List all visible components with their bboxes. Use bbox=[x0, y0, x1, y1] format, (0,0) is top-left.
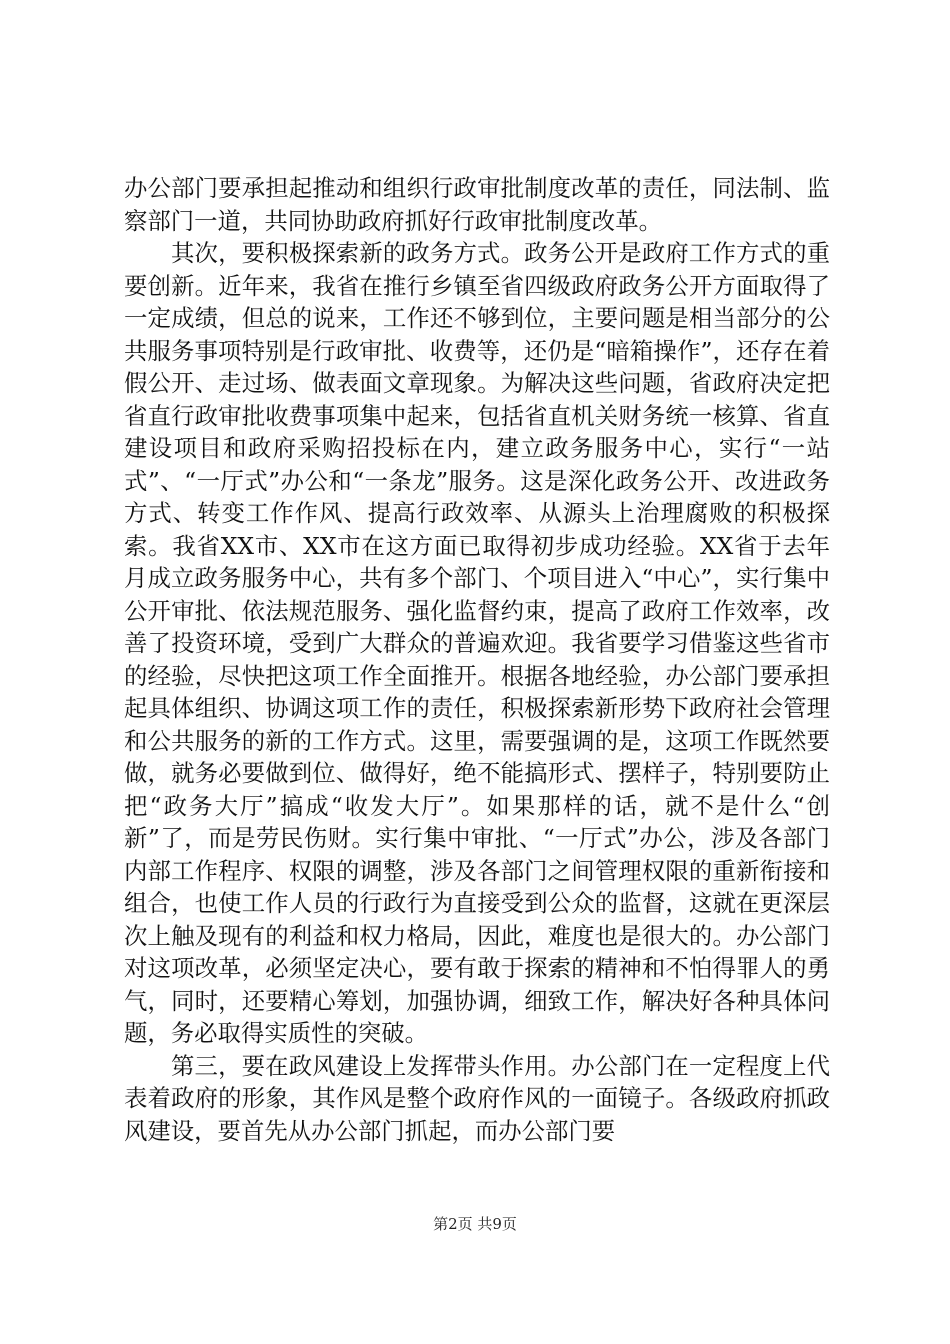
page-number-footer: 第2页 共9页 bbox=[433, 1215, 517, 1233]
paragraph-second-point: 其次，要积极探索新的政务方式。政务公开是政府工作方式的重要创新。近年来，我省在推行乡镇至省四级政府政务公开方面取得了一定成绩，但总的说来，工作还不够到位，主要问题是相当部分的公共服务事项特别是行政审批、收费等，还仍是“暗箱操作”，还存在着假公开、走过场、做表面文章现象。为解决这些问题，省政府决定把省直行政审批收费事项集中起来，包括省直机关财务统一核算、省直建设项目和政府采购招投标在内，建立政务服务中心，实行“一站式”、“一厅式”办公和“一条龙”服务。这是深化政务公开、改进政务方式、转变工作作风、提高行政效率、从源头上治理腐败的积极探索。我省XX市、XX市在这方面已取得初步成功经验。XX省于去年月成立政务服务中心，共有多个部门、个项目进入“中心”，实行集中公开审批、依法规范服务、强化监督约束，提高了政府工作效率，改善了投资环境，受到广大群众的普遍欢迎。我省要学习借鉴这些省市的经验，尽快把这项工作全面推开。根据各地经验，办公部门要承担起具体组织、协调这项工作的责任，积极探索新形势下政府社会管理和公共服务的新的工作方式。这里，需要强调的是，这项工作既然要做，就务必要做到位、做得好，绝不能搞形式、摆样子，特别要防止把“政务大厅”搞成“收发大厅”。如果那样的话，就不是什么“创新”了，而是劳民伤财。实行集中审批、“一厅式”办公，涉及各部门内部工作程序、权限的调整，涉及各部门之间管理权限的重新衔接和组合，也使工作人员的行政行为直接受到公众的监督，这就在更深层次上触及现有的利益和权力格局，因此，难度也是很大的。办公部门对这项改革，必须坚定决心，要有敢于探索的精神和不怕得罪人的勇气，同时，还要精心筹划，加强协调，细致工作，解决好各种具体问题，务必取得实质性的突破。 bbox=[124, 239, 830, 1047]
paragraph-third-point: 第三，要在政风建设上发挥带头作用。办公部门在一定程度上代表着政府的形象，其作风是整个政府作风的一面镜子。各级政府抓政风建设，要首先从办公部门抓起，而办公部门要 bbox=[124, 1051, 830, 1145]
body-text bbox=[124, 172, 830, 1147]
paragraph-continuation: 办公部门要承担起推动和组织行政审批制度改革的责任，同法制、监察部门一道，共同协助政府抓好行政审批制度改革。 bbox=[124, 174, 830, 235]
